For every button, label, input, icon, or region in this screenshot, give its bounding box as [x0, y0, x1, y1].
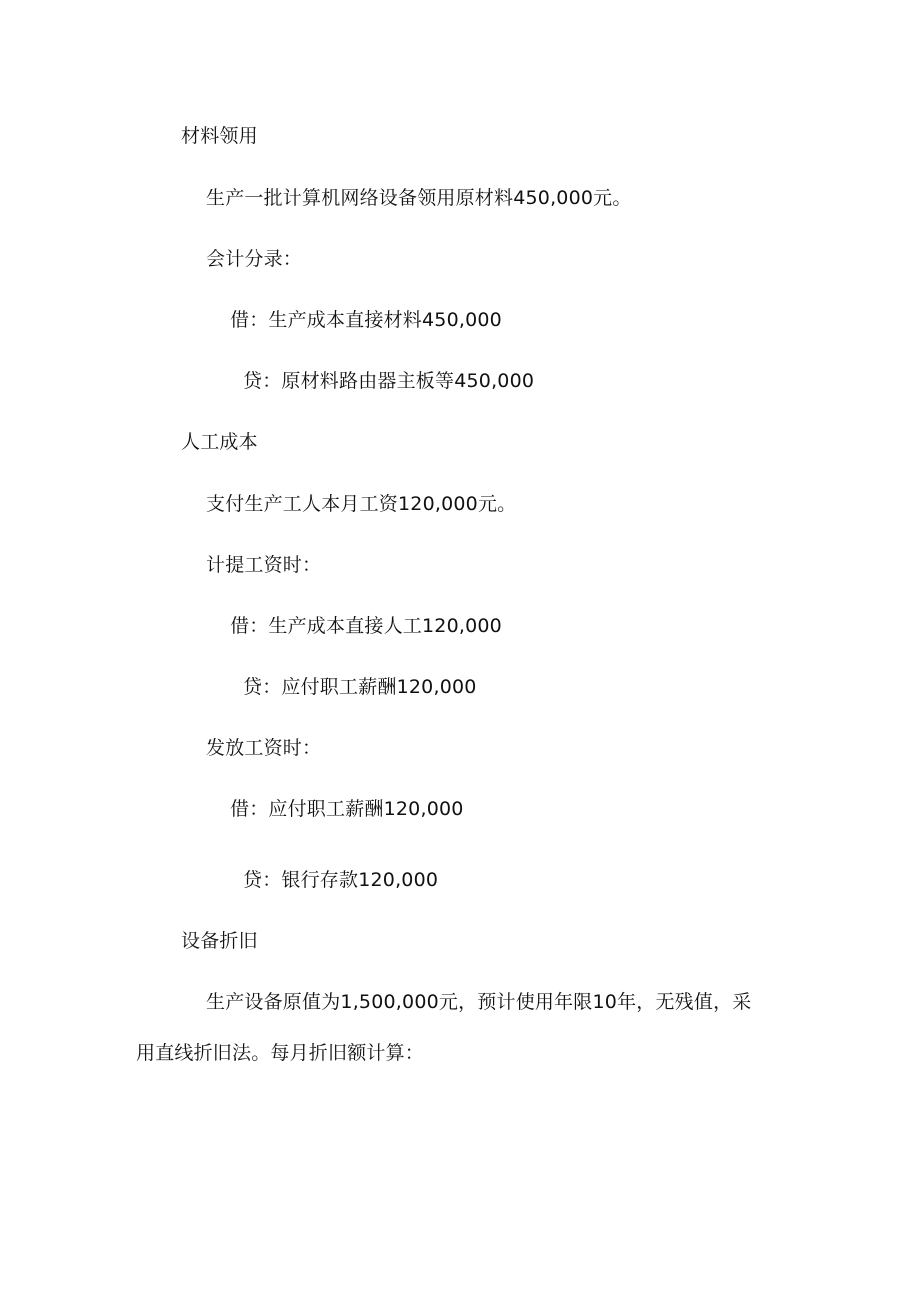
payment-label: 发放工资时： [206, 737, 322, 759]
section-heading-depreciation: 设备折旧 [181, 930, 258, 952]
journal-entry-label: 会计分录： [206, 248, 303, 270]
section-heading-materials: 材料领用 [181, 125, 258, 147]
materials-description: 生产一批计算机网络设备领用原材料450,000元。 [206, 187, 632, 209]
accrual-label: 计提工资时： [206, 554, 322, 576]
depreciation-description-line2: 用直线折旧法。每月折旧额计算： [136, 1042, 425, 1064]
materials-credit-entry: 贷：原材料路由器主板等450,000 [243, 370, 535, 392]
materials-debit-entry: 借：生产成本直接材料450,000 [230, 309, 502, 331]
payment-credit-entry: 贷：银行存款120,000 [243, 869, 439, 891]
accrual-credit-entry: 贷：应付职工薪酬120,000 [243, 676, 477, 698]
labor-description: 支付生产工人本月工资120,000元。 [206, 493, 517, 515]
accrual-debit-entry: 借：生产成本直接人工120,000 [230, 615, 502, 637]
section-heading-labor: 人工成本 [181, 431, 258, 453]
payment-debit-entry: 借：应付职工薪酬120,000 [230, 798, 464, 820]
depreciation-description-line1: 生产设备原值为1,500,000元，预计使用年限10年，无残值，采 [206, 991, 752, 1013]
